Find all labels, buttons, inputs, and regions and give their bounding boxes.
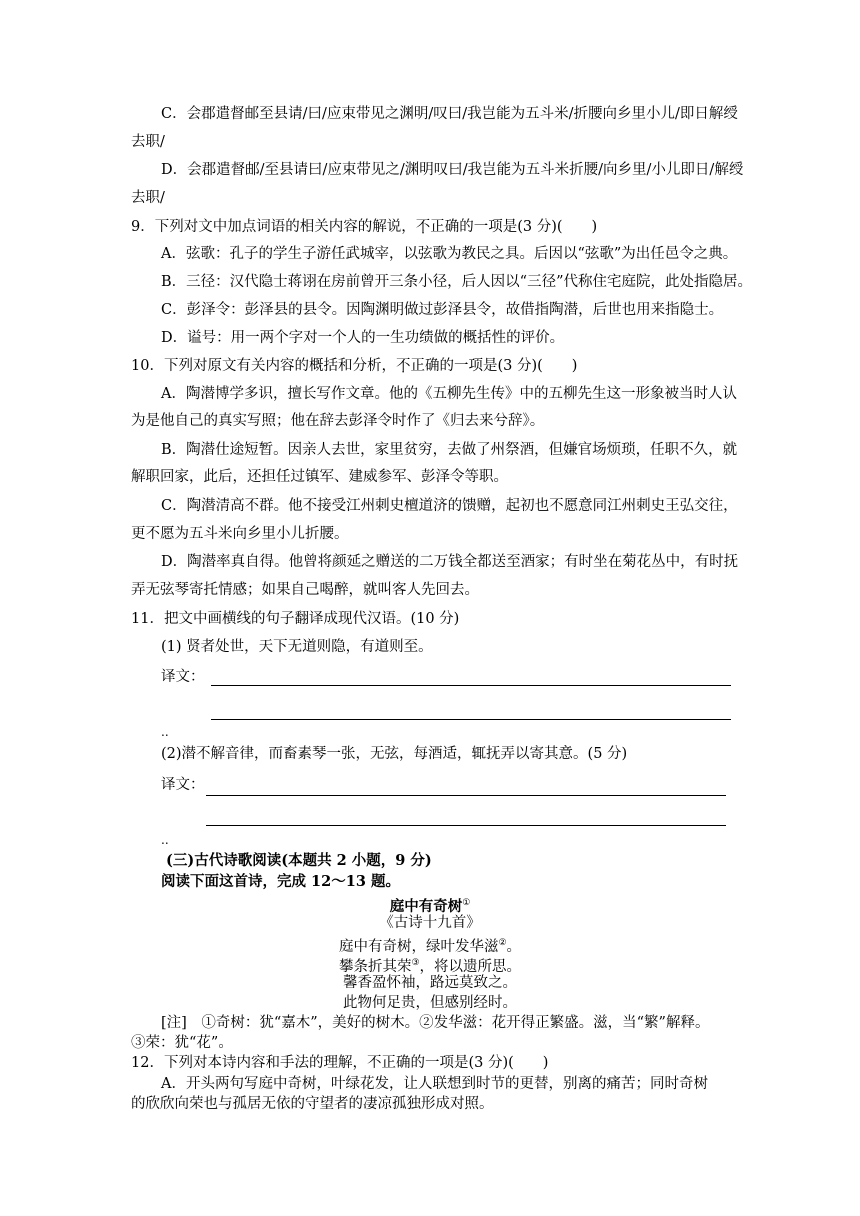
poem-title-note: ①	[462, 898, 471, 908]
q10-stem-post: 正确的一项是(3 分)( )	[410, 358, 578, 374]
poem-line-1-note: ②	[498, 938, 507, 948]
q9-option-d: D．谥号：用一两个字对一个人的一生功绩做的概括性的评价。	[161, 330, 565, 346]
q11-dots-1: ..	[161, 725, 169, 739]
q9-stem	[131, 217, 597, 237]
q11-dots-2: ..	[161, 833, 169, 847]
q8-option-d-line1: D．会郡遣督邮/至县请曰/应束带见之/渊明叹曰/我岂能为五斗米折腰/向乡里/小儿即日/解绶	[161, 162, 744, 178]
q8-option-d-line2: 去职/	[131, 190, 165, 206]
q10-stem	[131, 356, 577, 376]
q11-translation-label-2: 译文：	[161, 777, 205, 793]
q11-answer-line-1b[interactable]	[211, 719, 731, 720]
q9-option-b: B．三径：汉代隐士蒋诩在房前曾开三条小径，后人因以“三径”代称住宅庭院，此处指隐居。	[161, 274, 752, 290]
q11-answer-line-2a[interactable]	[206, 795, 726, 796]
q10-option-b-line2: 解职回家，此后，还担任过镇军、建威参军、彭泽令等职。	[131, 469, 508, 485]
q10-option-c-line1: C．陶潜清高不群。他不接受江州刺史檀道济的馈赠，起初也不愿意同江州刺史王弘交往，	[161, 498, 738, 514]
notes-line-1: [注] ①奇树：犹“嘉木”，美好的树木。②发华滋：花开得正繁盛。滋，当“繁”解释。	[161, 1015, 710, 1031]
poem-line-4: 此物何足贵，但感别经时。	[343, 995, 517, 1011]
section3-instruction: 阅读下面这首诗，完成 12～13 题。	[161, 873, 400, 890]
q10-option-d-line1: D．陶潜率真自得。他曾将颜延之赠送的二万钱全都送至酒家；有时坐在菊花丛中，有时抚	[161, 554, 739, 570]
poem-line-3: 馨香盈怀袖，路远莫致之。	[343, 975, 517, 991]
q8-option-c-line1: C．会郡遣督邮至县请/曰/应束带见之渊明/叹曰/我岂能为五斗米/折腰向乡里小儿/即日解绶	[161, 106, 738, 122]
q10-stem-pre: 10．下列对原文有关内容的概括和分析，	[131, 358, 396, 374]
q10-option-d-line2: 弄无弦琴寄托情感；如果自己喝醉，就叫客人先回去。	[131, 582, 479, 598]
q10-option-b-line1: B．陶潜仕途短暂。因亲人去世，家里贫穷，去做了州祭酒，但嫌官场烦琐，任职不久，就	[161, 442, 738, 458]
q11-translation-label-1: 译文：	[161, 669, 205, 685]
notes-line-2: ③荣：犹“花”。	[131, 1035, 233, 1051]
q11-sentence-2: (2)潜不解音律，而畜素琴一张，无弦，每酒适，辄抚弄以寄其意。(5 分)	[161, 746, 628, 762]
section3-heading: (三)古代诗歌阅读(本题共 2 小题，9 分)	[166, 852, 432, 869]
poem-line-2-text: 攀条折其荣	[338, 958, 412, 975]
q9-stem-pre: 9．下列对文中加点词语的相关内容的解说，	[131, 219, 416, 235]
q11-answer-line-1a[interactable]	[211, 685, 731, 686]
poem-line-2-end: ，将以遗所思。	[419, 958, 522, 975]
q10-option-a-line2: 为是他自己的真实写照；他在辞去彭泽令时作了《归去来兮辞》。	[131, 413, 545, 429]
q9-stem-post: 正确的一项是(3 分)( )	[430, 219, 598, 235]
q12-stem: 12．下列对本诗内容和手法的理解，不正确的一项是(3 分)( )	[131, 1055, 549, 1071]
q11-answer-line-2b[interactable]	[206, 825, 726, 826]
q10-option-c-line2: 更不愿为五斗米向乡里小儿折腰。	[131, 526, 349, 542]
q9-option-a: A．弦歌：孔子的学生子游任武城宰，以弦歌为教民之具。后因以“弦歌”为出任邑令之典。	[161, 246, 738, 262]
q11-sentence-1: (1) 贤者处世，天下无道则隐，有道则至。	[161, 639, 433, 655]
q10-option-a-line1: A．陶潜博学多识，擅长写作文章。他的《五柳先生传》中的五柳先生这一形象被当时人认	[161, 386, 737, 402]
q10-stem-dotted-char: 不	[395, 358, 411, 374]
poem-line-1-end: 。	[506, 938, 522, 955]
q12-option-a-line2: 的欣欣向荣也与孤居无依的守望者的凄凉孤独形成对照。	[131, 1096, 494, 1112]
q12-option-a-line1: A．开头两句写庭中奇树，叶绿花发，让人联想到时节的更替，别离的痛苦；同时奇树	[161, 1076, 708, 1092]
poem-line-1-text: 庭中有奇树，绿叶发华滋	[338, 938, 499, 955]
q9-stem-dotted-char: 不	[415, 219, 431, 235]
q9-option-c: C．彭泽令：彭泽县的县令。因陶渊明做过彭泽县令，故借指陶潜，后世也用来指隐士。	[161, 302, 724, 318]
poem-source: 《古诗十九首》	[379, 915, 481, 931]
poem-title-text: 庭中有奇树	[389, 897, 463, 915]
q8-option-c-line2: 去职/	[131, 134, 165, 150]
poem-line-2-note: ③	[411, 958, 420, 968]
q11-stem: 11．把文中画横线的句子翻译成现代汉语。(10 分)	[131, 611, 460, 627]
